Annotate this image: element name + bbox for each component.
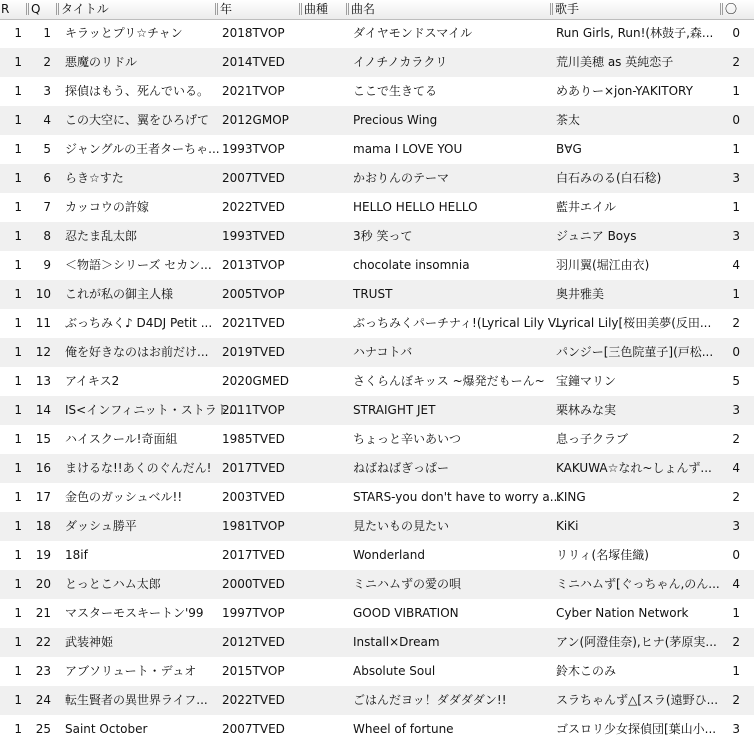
cell-kind [303, 106, 347, 135]
column-header-artist-label: 歌手 [555, 2, 580, 16]
cell-q: 3 [43, 84, 51, 98]
cell-kind [303, 164, 347, 193]
table-row[interactable] [0, 715, 754, 744]
cell-year: 2012TVED [222, 635, 285, 649]
table-row[interactable] [0, 657, 754, 686]
cell-o: 3 [732, 229, 740, 243]
cell-song: chocolate insomnia [353, 258, 470, 272]
cell-song: Install×Dream [353, 635, 440, 649]
column-header-title-label: タイトル [61, 2, 109, 16]
cell-title: ダッシュ勝平 [65, 519, 137, 533]
cell-title: IS<インフィニット・ストラト... [65, 403, 241, 417]
cell-song: GOOD VIBRATION [353, 606, 459, 620]
cell-kind [303, 512, 347, 541]
column-resize-grip[interactable] [215, 3, 218, 15]
cell-artist: ゴスロリ少女探偵団[葉山小... [556, 722, 717, 736]
cell-title: まけるな!!あくのぐんだん! [65, 461, 212, 475]
cell-r: 1 [14, 200, 22, 214]
cell-r: 1 [14, 113, 22, 127]
cell-song: mama I LOVE YOU [353, 142, 463, 156]
column-header-q[interactable] [26, 0, 56, 19]
cell-artist: KING [556, 490, 586, 504]
cell-year: 2007TVED [222, 171, 285, 185]
cell-kind [303, 48, 347, 77]
table-row[interactable] [0, 135, 754, 164]
cell-year: 2014TVED [222, 55, 285, 69]
cell-song: さくらんぼキッス ~爆発だもーん~ [353, 374, 545, 388]
cell-r: 1 [14, 693, 22, 707]
cell-title: 悪魔のリドル [65, 55, 138, 69]
cell-artist: アン(阿澄佳奈),ヒナ(茅原実... [556, 635, 717, 649]
cell-song: 見たいもの見たい [353, 519, 450, 533]
cell-o: 0 [732, 26, 740, 40]
cell-kind [303, 338, 347, 367]
cell-year: 2003TVED [222, 490, 285, 504]
cell-title: ぶっちみく♪ D4DJ Petit ... [65, 316, 213, 330]
cell-o: 1 [732, 142, 740, 156]
cell-artist: ジュニア Boys [556, 229, 637, 243]
cell-q: 25 [35, 722, 51, 736]
column-header-kind[interactable] [299, 0, 346, 19]
cell-r: 1 [14, 26, 22, 40]
cell-q: 8 [43, 229, 51, 243]
cell-r: 1 [14, 171, 22, 185]
cell-year: 2019TVED [222, 345, 285, 359]
column-resize-grip[interactable] [26, 3, 29, 15]
cell-r: 1 [14, 490, 22, 504]
table-row[interactable] [0, 541, 754, 570]
cell-kind [303, 309, 347, 338]
cell-kind [303, 425, 347, 454]
cell-title: 金色のガッシュベル!! [65, 490, 183, 504]
cell-year: 2017TVED [222, 461, 285, 475]
column-header-year[interactable] [215, 0, 299, 19]
cell-title: Saint October [65, 722, 148, 736]
cell-kind [303, 396, 347, 425]
column-header-q-label: Q [31, 2, 41, 16]
table-row[interactable] [0, 48, 754, 77]
table-row[interactable] [0, 19, 754, 48]
cell-o: 0 [732, 345, 740, 359]
cell-r: 1 [14, 577, 22, 591]
cell-title: とっとこハム太郎 [65, 577, 161, 591]
cell-year: 2005TVOP [222, 287, 285, 301]
cell-artist: 羽川翼(堀江由衣) [556, 258, 650, 272]
column-resize-grip[interactable] [550, 3, 553, 15]
cell-r: 1 [14, 229, 22, 243]
cell-song: Wheel of fortune [353, 722, 454, 736]
cell-kind [303, 483, 347, 512]
cell-year: 2018TVOP [222, 26, 285, 40]
column-header-bar [0, 0, 754, 20]
column-resize-grip[interactable] [720, 3, 723, 15]
cell-year: 2017TVED [222, 548, 285, 562]
cell-artist: ミニハムず[ぐっちゃん,のん... [556, 577, 720, 591]
cell-o: 0 [732, 113, 740, 127]
cell-r: 1 [14, 316, 22, 330]
cell-title: 転生賢者の異世界ライフ... [65, 693, 208, 707]
column-header-kind-label: 曲種 [304, 2, 329, 16]
cell-kind [303, 251, 347, 280]
cell-o: 1 [732, 200, 740, 214]
table-row[interactable] [0, 396, 754, 425]
cell-q: 5 [43, 142, 51, 156]
cell-o: 2 [732, 55, 740, 69]
cell-year: 1997TVOP [222, 606, 285, 620]
cell-year: 2007TVED [222, 722, 285, 736]
table-row[interactable] [0, 309, 754, 338]
cell-year: 2022TVED [222, 693, 285, 707]
cell-artist: KiKi [556, 519, 579, 533]
cell-q: 14 [35, 403, 51, 417]
cell-q: 23 [35, 664, 51, 678]
cell-r: 1 [14, 722, 22, 736]
table-row[interactable] [0, 686, 754, 715]
cell-year: 1985TVED [222, 432, 285, 446]
cell-kind [303, 367, 347, 396]
cell-artist: KAKUWA☆なれ~しょんず... [556, 461, 712, 475]
cell-o: 3 [732, 722, 740, 736]
cell-r: 1 [14, 606, 22, 620]
cell-q: 21 [35, 606, 51, 620]
cell-kind [303, 657, 347, 686]
column-header-year-label: 年 [220, 2, 233, 16]
cell-artist: パンジー[三色院菫子](戸松... [556, 345, 714, 359]
cell-song: ここで生きてる [353, 84, 438, 98]
table-row[interactable] [0, 193, 754, 222]
cell-r: 1 [14, 664, 22, 678]
cell-r: 1 [14, 258, 22, 272]
cell-song: 3秒 笑って [353, 229, 413, 243]
cell-song: ごはんだヨッ！ダダダダン!! [353, 693, 507, 707]
column-header-song[interactable] [346, 0, 550, 19]
cell-song: Absolute Soul [353, 664, 436, 678]
cell-title: アブソリュート・デュオ [65, 664, 197, 678]
cell-kind [303, 280, 347, 309]
column-header-r[interactable] [0, 0, 26, 19]
table-row[interactable] [0, 106, 754, 135]
cell-q: 11 [35, 316, 51, 330]
cell-kind [303, 570, 347, 599]
cell-o: 1 [732, 664, 740, 678]
table-row[interactable] [0, 454, 754, 483]
cell-song: STRAIGHT JET [353, 403, 436, 417]
cell-o: 3 [732, 403, 740, 417]
cell-kind [303, 135, 347, 164]
table-row[interactable] [0, 483, 754, 512]
cell-o: 1 [732, 84, 740, 98]
cell-q: 10 [35, 287, 51, 301]
cell-year: 2022TVED [222, 200, 285, 214]
cell-year: 2011TVOP [222, 403, 285, 417]
cell-title: らき☆すた [65, 171, 124, 185]
cell-artist: 息っ子クラブ [556, 432, 629, 446]
cell-song: かおりんのテーマ [353, 171, 450, 185]
cell-title: 武装神姫 [65, 635, 114, 649]
cell-r: 1 [14, 142, 22, 156]
cell-artist: B∀G [556, 142, 582, 156]
cell-song: イノチノカラクリ [353, 55, 448, 69]
table-row[interactable] [0, 77, 754, 106]
cell-artist: スラちゃんず△[スラ(遠野ひ... [556, 693, 719, 707]
cell-title: これが私の御主人様 [65, 287, 174, 301]
cell-year: 2012GMOP [222, 113, 289, 127]
column-header-song-label: 曲名 [351, 2, 376, 16]
table-row[interactable] [0, 628, 754, 657]
cell-kind [303, 19, 347, 48]
cell-year: 1981TVOP [222, 519, 285, 533]
cell-q: 4 [43, 113, 51, 127]
cell-song: Precious Wing [353, 113, 438, 127]
cell-kind [303, 222, 347, 251]
cell-song: ぶっちみくパーチナィ!(Lyrical Lily V... [353, 316, 566, 330]
cell-year: 2013TVOP [222, 258, 285, 272]
cell-q: 22 [35, 635, 51, 649]
cell-song: ダイヤモンドスマイル [353, 26, 473, 40]
cell-o: 2 [732, 693, 740, 707]
column-header-artist[interactable] [550, 0, 720, 19]
table-row[interactable] [0, 338, 754, 367]
cell-artist: 荒川美穂 as 英純恋子 [556, 55, 674, 69]
cell-r: 1 [14, 403, 22, 417]
cell-r: 1 [14, 548, 22, 562]
column-header-r-label: R [1, 2, 10, 16]
cell-q: 19 [35, 548, 51, 562]
cell-title: 18if [65, 548, 88, 562]
cell-o: 3 [732, 519, 740, 533]
cell-song: ねばねばぎっぱー [353, 461, 450, 475]
column-header-o-label: 〇 [725, 2, 738, 16]
cell-year: 1993TVOP [222, 142, 285, 156]
cell-title: カッコウの許嫁 [65, 200, 149, 214]
cell-kind [303, 541, 347, 570]
cell-q: 9 [43, 258, 51, 272]
cell-year: 2020GMED [222, 374, 290, 388]
cell-kind [303, 628, 347, 657]
cell-q: 7 [43, 200, 51, 214]
table-row[interactable] [0, 251, 754, 280]
cell-artist: 茶太 [556, 113, 581, 127]
cell-year: 2015TVOP [222, 664, 285, 678]
column-resize-grip[interactable] [299, 3, 302, 15]
cell-o: 4 [732, 577, 740, 591]
cell-o: 2 [732, 316, 740, 330]
cell-kind [303, 599, 347, 628]
cell-year: 2021TVOP [222, 84, 285, 98]
table-row[interactable] [0, 280, 754, 309]
cell-q: 17 [35, 490, 51, 504]
cell-kind [303, 686, 347, 715]
table-row[interactable] [0, 367, 754, 396]
cell-title: 忍たま乱太郎 [65, 229, 138, 243]
cell-title: マスターモスキートン'99 [65, 606, 204, 620]
cell-year: 2000TVED [222, 577, 285, 591]
cell-year: 1993TVED [222, 229, 285, 243]
cell-q: 2 [43, 55, 51, 69]
cell-kind [303, 193, 347, 222]
column-header-title[interactable] [56, 0, 217, 19]
table-row[interactable] [0, 425, 754, 454]
cell-title: この大空に、翼をひろげて [65, 113, 210, 127]
cell-o: 4 [732, 461, 740, 475]
cell-artist: 奥井雅美 [556, 287, 605, 301]
cell-kind [303, 77, 347, 106]
cell-q: 20 [35, 577, 51, 591]
cell-kind [303, 715, 347, 744]
cell-artist: 鈴木このみ [556, 664, 617, 678]
cell-o: 1 [732, 287, 740, 301]
cell-song: TRUST [353, 287, 393, 301]
cell-song: Wonderland [353, 548, 425, 562]
cell-r: 1 [14, 374, 22, 388]
cell-song: ミニハムずの愛の唄 [353, 577, 462, 591]
cell-song: HELLO HELLO HELLO [353, 200, 478, 214]
cell-r: 1 [14, 55, 22, 69]
cell-q: 15 [35, 432, 51, 446]
cell-o: 1 [732, 606, 740, 620]
cell-title: 俺を好きなのはお前だけ... [65, 345, 209, 359]
table-row[interactable] [0, 164, 754, 193]
cell-o: 5 [732, 374, 740, 388]
cell-artist: リリィ(名塚佳織) [556, 548, 649, 562]
cell-kind [303, 454, 347, 483]
cell-artist: 栗林みな実 [556, 403, 617, 417]
cell-title: ジャングルの王者ターちゃ... [65, 142, 220, 156]
cell-o: 2 [732, 490, 740, 504]
cell-artist: Lyrical Lily[桜田美夢(反田... [556, 316, 712, 330]
cell-r: 1 [14, 635, 22, 649]
cell-q: 24 [35, 693, 51, 707]
cell-title: キラッとプリ☆チャン [65, 26, 183, 40]
cell-r: 1 [14, 461, 22, 475]
cell-title: ハイスクール!奇面組 [65, 432, 178, 446]
cell-r: 1 [14, 432, 22, 446]
cell-artist: 藍井エイル [556, 200, 617, 214]
cell-artist: Run Girls, Run!(林鼓子,森... [556, 26, 714, 40]
cell-song: ちょっと辛いあいつ [353, 432, 462, 446]
cell-q: 16 [35, 461, 51, 475]
cell-year: 2021TVED [222, 316, 285, 330]
cell-q: 12 [35, 345, 51, 359]
cell-r: 1 [14, 287, 22, 301]
cell-song: ハナコトバ [353, 345, 413, 359]
cell-title: ＜物語＞シリーズ セカン... [65, 258, 212, 272]
cell-o: 2 [732, 432, 740, 446]
table-row[interactable] [0, 570, 754, 599]
cell-artist: 宝鐘マリン [556, 374, 617, 388]
cell-title: アイキス2 [65, 374, 120, 388]
table-row[interactable] [0, 222, 754, 251]
table-row[interactable] [0, 599, 754, 628]
cell-artist: Cyber Nation Network [556, 606, 689, 620]
cell-r: 1 [14, 345, 22, 359]
cell-artist: めありー×jon-YAKITORY [556, 84, 693, 98]
cell-q: 1 [43, 26, 51, 40]
cell-song: STARS-you don't have to worry a... [353, 490, 562, 504]
cell-q: 18 [35, 519, 51, 533]
table-row[interactable] [0, 512, 754, 541]
cell-r: 1 [14, 519, 22, 533]
cell-q: 13 [35, 374, 51, 388]
cell-o: 2 [732, 635, 740, 649]
cell-r: 1 [14, 84, 22, 98]
cell-o: 0 [732, 548, 740, 562]
column-resize-grip[interactable] [56, 3, 59, 15]
cell-o: 3 [732, 171, 740, 185]
cell-o: 4 [732, 258, 740, 272]
column-header-o[interactable] [720, 0, 754, 19]
cell-q: 6 [43, 171, 51, 185]
cell-artist: 白石みのる(白石稔) [556, 171, 662, 185]
column-resize-grip[interactable] [346, 3, 349, 15]
cell-title: 探偵はもう、死んでいる。 [65, 84, 210, 98]
